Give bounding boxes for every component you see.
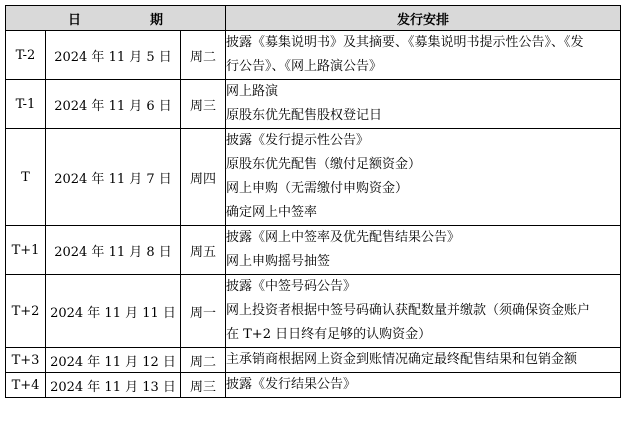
date-column-header: 日 期 (6, 6, 226, 31)
table-row (6, 129, 621, 226)
date-cell: 2024 年 11 月 6 日 (46, 80, 181, 129)
trading-day-cell: T+2 (6, 275, 46, 348)
arrangement-line: 披露《发行结果公告》 (226, 377, 357, 392)
weekday-cell: 周五 (181, 226, 226, 275)
table-row (6, 31, 621, 80)
arrangement-cell (226, 80, 621, 129)
arrangement-line: 网上申购摇号抽签 (226, 254, 331, 269)
arrangement-cell (226, 129, 621, 226)
trading-day-cell: T-1 (6, 80, 46, 129)
arrangement-line: 在 T+2 日日终有足够的认购资金） (226, 327, 432, 342)
arrangement-cell (226, 348, 621, 373)
table-row (6, 80, 621, 129)
arrangement-cell (226, 31, 621, 80)
date-cell: 2024 年 11 月 12 日 (46, 348, 181, 373)
arrangement-column-header: 发行安排 (226, 6, 621, 31)
arrangement-line: 披露《发行提示性公告》 (226, 133, 370, 148)
arrangement-line: 披露《网上中签率及优先配售结果公告》 (226, 230, 461, 245)
weekday-cell: 周三 (181, 373, 226, 398)
weekday-cell: 周二 (181, 348, 226, 373)
arrangement-cell (226, 373, 621, 398)
trading-day-cell: T+3 (6, 348, 46, 373)
arrangement-line: 网上申购（无需缴付申购资金） (226, 181, 409, 196)
trading-day-cell: T+1 (6, 226, 46, 275)
table-row (6, 226, 621, 275)
weekday-cell: 周一 (181, 275, 226, 348)
arrangement-line: 行公告》、《网上路演公告》 (226, 59, 383, 74)
arrangement-cell (226, 275, 621, 348)
arrangement-line: 网上投资者根据中签号码确认获配数量并缴款（须确保资金账户 (226, 303, 591, 318)
arrangement-line: 披露《中签号码公告》 (226, 279, 357, 294)
issuance-schedule-table (5, 5, 621, 398)
arrangement-line: 原股东优先配售股权登记日 (226, 108, 383, 123)
table-row (6, 275, 621, 348)
date-cell: 2024 年 11 月 7 日 (46, 129, 181, 226)
arrangement-line: 原股东优先配售（缴付足额资金） (226, 157, 422, 172)
table-row (6, 348, 621, 373)
arrangement-line: 披露《募集说明书》及其摘要、《募集说明书提示性公告》、《发 (226, 35, 584, 50)
weekday-cell: 周三 (181, 80, 226, 129)
trading-day-cell: T-2 (6, 31, 46, 80)
arrangement-line: 网上路演 (226, 84, 279, 99)
trading-day-cell: T (6, 129, 46, 226)
date-cell: 2024 年 11 月 13 日 (46, 373, 181, 398)
trading-day-cell: T+4 (6, 373, 46, 398)
date-cell: 2024 年 11 月 5 日 (46, 31, 181, 80)
weekday-cell: 周四 (181, 129, 226, 226)
date-cell: 2024 年 11 月 8 日 (46, 226, 181, 275)
table-header-row (6, 6, 621, 31)
date-cell: 2024 年 11 月 11 日 (46, 275, 181, 348)
arrangement-cell (226, 226, 621, 275)
table-row (6, 373, 621, 398)
arrangement-line: 确定网上中签率 (226, 205, 318, 220)
weekday-cell: 周二 (181, 31, 226, 80)
arrangement-line: 主承销商根据网上资金到账情况确定最终配售结果和包销金额 (226, 352, 578, 367)
